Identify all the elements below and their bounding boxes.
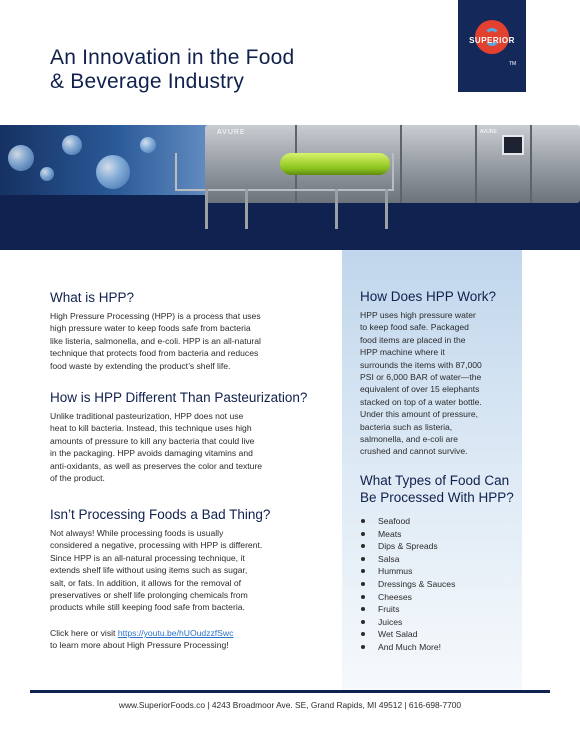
- section-title-processing-bad: Isn’t Processing Foods a Bad Thing?: [50, 507, 271, 522]
- logo-text: SUPERIOR: [469, 36, 515, 45]
- bullet-icon: [361, 632, 365, 636]
- youtube-video-link[interactable]: https://youtu.be/hUOudzzfSwc: [117, 628, 234, 638]
- learn-more-text: [50, 627, 335, 652]
- list-item: Hummus: [361, 565, 455, 578]
- list-item: And Much More!: [361, 641, 455, 654]
- bullet-icon: [361, 569, 365, 573]
- superior-logo: [458, 0, 526, 92]
- list-item: Juices: [361, 616, 455, 629]
- list-item: Cheeses: [361, 591, 455, 604]
- footer-divider: [30, 690, 550, 693]
- machine-brand-label: AVURE: [217, 129, 246, 136]
- page-title: [50, 46, 294, 94]
- list-item: Salsa: [361, 553, 455, 566]
- list-item: Dips & Spreads: [361, 540, 455, 553]
- page-title-line-2: & Beverage Industry: [50, 70, 245, 93]
- section-title-food-types: What Types of Food Can Be Processed With HPP?: [360, 473, 514, 505]
- machine-brand-label-small: AVURE: [480, 129, 497, 135]
- footer-contact: www.SuperiorFoods.co | 4243 Broadmoor Ave. SE, Grand Rapids, MI 49512 | 616-698-7700: [118, 700, 462, 710]
- list-item: Fruits: [361, 603, 455, 616]
- section-body-hpp-vs-pasteurization: Unlike traditional pasteurization, HPP does not use heat to kill bacteria. Instead, this technique uses high amounts of pressure to kill any bacteria that could live in the packaging. HPP avoids damaging vitamins and anti-oxidants, as well as preserves the color and texture of the product.: [50, 411, 263, 484]
- page-title-line-1: An Innovation in the Food: [50, 46, 295, 69]
- learn-more-suffix: to learn more about High Pressure Processing!: [50, 640, 229, 651]
- hpp-machine-image: [175, 115, 580, 225]
- water-droplet-image: [140, 137, 156, 153]
- bullet-icon: [361, 557, 365, 561]
- control-screen-image: [502, 135, 524, 155]
- list-item: Wet Salad: [361, 628, 455, 641]
- bullet-icon: [361, 620, 365, 624]
- green-vessel-image: [280, 153, 390, 175]
- water-droplet-image: [8, 145, 34, 171]
- water-droplet-image: [96, 155, 130, 189]
- bullet-icon: [361, 582, 365, 586]
- section-title-what-is-hpp: What is HPP?: [50, 290, 135, 305]
- section-title-how-hpp-works: How Does HPP Work?: [360, 289, 497, 304]
- water-droplet-image: [62, 135, 82, 155]
- bullet-icon: [361, 595, 365, 599]
- logo-trademark: TM: [509, 61, 517, 67]
- list-item: Dressings & Sauces: [361, 578, 455, 591]
- food-types-list: [361, 515, 455, 654]
- section-body-what-is-hpp: High Pressure Processing (HPP) is a process that uses high pressure water to keep foods safe from bacteria like listeria, salmonella, and e-coli. HPP is an all-natural technique that protects food from bacteria and reduces food waste by extending the product’s shelf life.: [50, 311, 261, 371]
- section-body-how-hpp-works: HPP uses high pressure water to keep food safe. Packaged food items are placed in the HPP machine where it surrounds the items with 87,000 PSI or 6,000 BAR of water—the equivalent of over 15 elephants stacked on top of a water bottle. Under this amount of pressure, bacteria such as listeria, salmonella, and e-coli are crushed and cannot survive.: [360, 310, 482, 457]
- bullet-icon: [361, 532, 365, 536]
- bullet-icon: [361, 544, 365, 548]
- section-title-hpp-vs-pasteurization: How is HPP Different Than Pasteurization?: [50, 390, 308, 405]
- bullet-icon: [361, 519, 365, 523]
- list-item: Meats: [361, 528, 455, 541]
- water-droplet-image: [40, 167, 54, 181]
- bullet-icon: [361, 645, 365, 649]
- learn-more-prefix: Click here or visit: [50, 628, 118, 638]
- bullet-icon: [361, 607, 365, 611]
- section-body-processing-bad: Not always! While processing foods is usually considered a negative, processing with HPP is different. Since HPP is an all-natural processing technique, it extends shelf life without using items such as sugar, salt, or fats. In addition, it allows for the removal of preservatives or shelf life prolonging chemicals from products while still keeping food safe from bacteria.: [50, 528, 263, 613]
- list-item: Seafood: [361, 515, 455, 528]
